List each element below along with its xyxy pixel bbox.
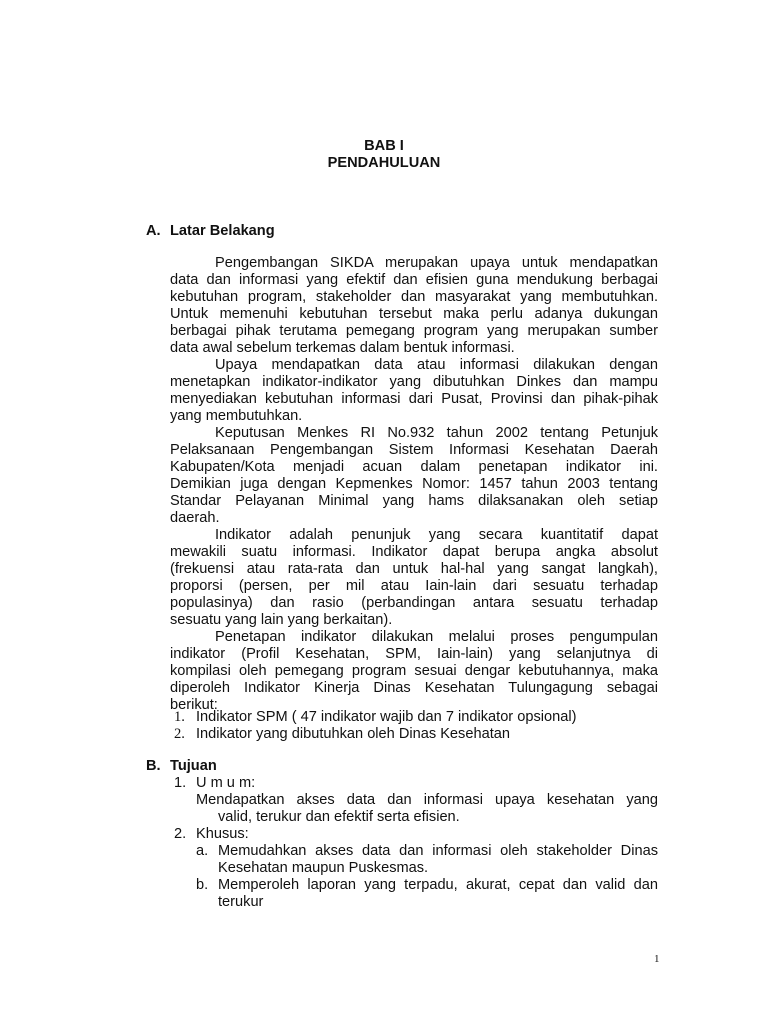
paragraph-2: Upaya mendapatkan data atau informasi dilakukan dengan menetapkan indikator-indikator yang dibutuhkan Dinkes dan mampu menyediakan kebutuhan informasi dari Pusat, Provinsi dan pihak-pihak yang membutuhkan. (170, 357, 658, 424)
chapter-title: PENDAHULUAN (327, 155, 441, 171)
section-b-marker: B. (146, 758, 161, 774)
paragraph-1: Pengembangan SIKDA merupakan upaya untuk mendapatkan data dan informasi yang efektif dan efisien guna mendukung berbagai kebutuhan program, stakeholder dan masyarakat yang membutuhkan. Untuk memenuhi kebutuhan tersebut maka perlu adanya dukungan berbagai pihak terutama pemegang program yang merupakan sumber data awal sebelum terkemas dalam bentuk informasi. (170, 255, 658, 356)
section-b-title: Tujuan (170, 758, 217, 774)
khusus-a-letter: a. (196, 843, 209, 859)
khusus-number: 2. (174, 826, 187, 842)
paragraph-3: Keputusan Menkes RI No.932 tahun 2002 tentang Petunjuk Pelaksanaan Pengembangan Sistem Informasi Kesehatan Daerah Kabupaten/Kota menjadi acuan dalam penetapan indikator ini. Demikian juga dengan Kepmenkes Nomor: 1457 tahun 2003 tentang Standar Pelayanan Minimal yang hams dilaksanakan oleh setiap daerah. (170, 425, 658, 526)
section-a-marker: A. (146, 223, 161, 239)
umum-number: 1. (174, 775, 187, 791)
khusus-a-text: Memudahkan akses data dan informasi oleh stakeholder Dinas Kesehatan maupun Puskesmas. (218, 843, 658, 876)
khusus-label: Khusus: (196, 826, 249, 842)
umum-text: Mendapatkan akses data dan informasi upaya kesehatan yang valid, terukur dan efektif serta efisien. (196, 792, 658, 825)
section-a-title: Latar Belakang (170, 223, 275, 239)
chapter-number: BAB I (364, 138, 404, 154)
page-number: 1 (654, 953, 660, 965)
umum-label: U m u m: (196, 775, 256, 791)
khusus-b-text: Memperoleh laporan yang terpadu, akurat, cepat dan valid dan terukur (218, 877, 658, 910)
khusus-b-letter: b. (196, 877, 209, 893)
paragraph-4: Indikator adalah penunjuk yang secara kuantitatif dapat mewakili suatu informasi. Indikator dapat berupa angka absolut (frekuensi atau rata-rata dan untuk hal-hal yang sangat langkah), proporsi (persen, per mil atau Iain-lain dari sesuatu terhadap populasinya) dan rasio (perbandingan antara sesuatu terhadap sesuatu yang lain yang berkaitan). (170, 527, 658, 628)
paragraph-5: Penetapan indikator dilakukan melalui proses pengumpulan indikator (Profil Kesehatan, SPM, Iain-lain) yang selanjutnya di kompilasi oleh pemegang program sesuai dengar kebutuhannya, maka diperoleh Indikator Kinerja Dinas Kesehatan Tulungagung sebagai berikut: (170, 629, 658, 713)
